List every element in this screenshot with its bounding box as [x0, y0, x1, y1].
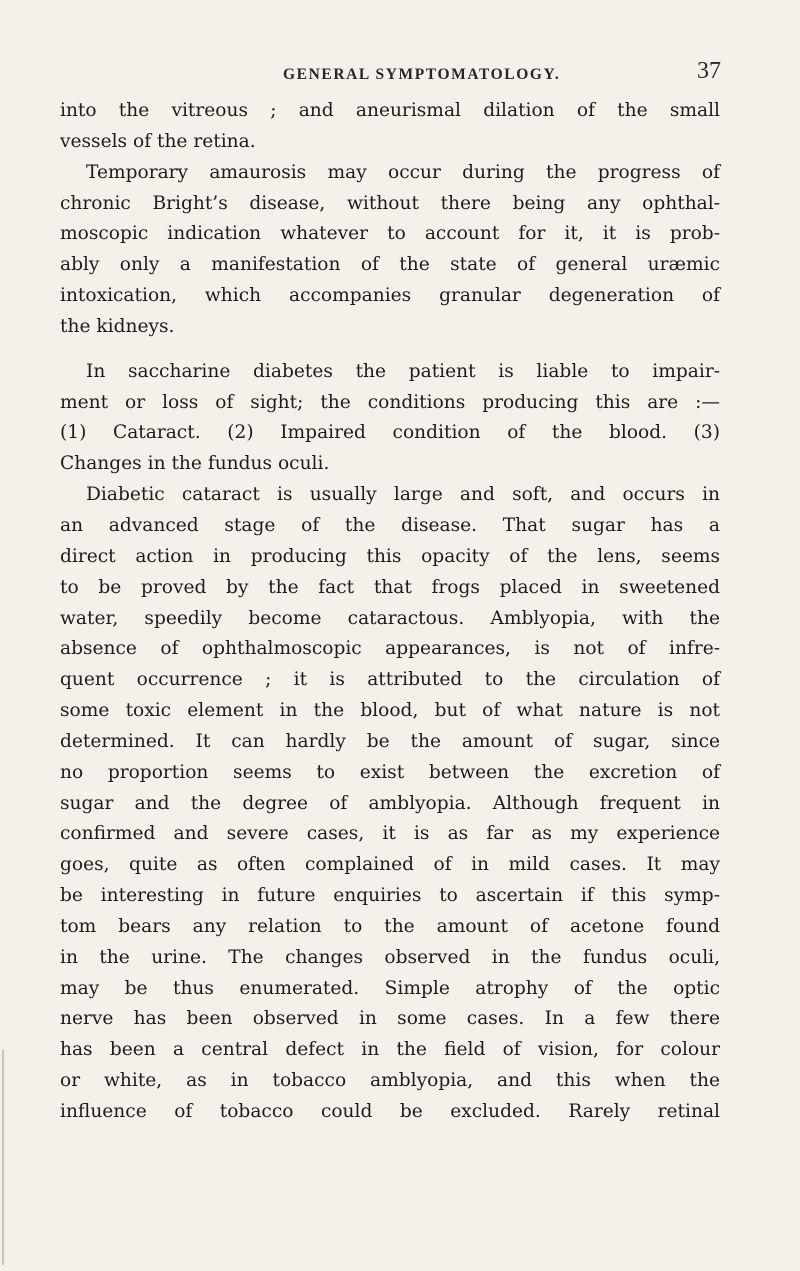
- text-line: be interesting in future enquiries to ascertain if this symp-: [60, 885, 720, 907]
- text-line: into the vitreous ; and aneurismal dilation of the small: [60, 100, 720, 121]
- text-line: in the urine. The changes observed in the fundus oculi,: [60, 946, 720, 968]
- text-line: some toxic element in the blood, but of what nature is not: [60, 700, 720, 722]
- text-line: intoxication, which accompanies granular degeneration of: [60, 285, 720, 307]
- text-line: goes, quite as often complained of in mild cases. It may: [60, 854, 720, 876]
- text-line: the kidneys.: [60, 315, 175, 337]
- text-line: sugar and the degree of amblyopia. Although frequent in: [60, 792, 720, 814]
- text-line: to be proved by the fact that frogs placed in sweetened: [60, 576, 720, 598]
- page-number: 37: [697, 58, 721, 84]
- body-text: [60, 96, 720, 1128]
- paragraph: [60, 357, 720, 480]
- text-line: chronic Bright’s disease, without there being any ophthal-: [60, 192, 720, 214]
- text-line: moscopic indication whatever to account for it, it is prob-: [60, 223, 720, 245]
- running-head: GENERAL SYMPTOMATOLOGY.: [283, 66, 561, 83]
- paragraph: [60, 158, 720, 343]
- text-line: no proportion seems to exist between the excretion of: [60, 761, 720, 783]
- text-line: absence of ophthalmoscopic appearances, is not of infre-: [60, 638, 720, 660]
- page-header: [0, 58, 800, 88]
- scan-edge-mark: [2, 1050, 4, 1265]
- text-line: water, speedily become cataractous. Amblyopia, with the: [60, 607, 720, 629]
- text-line: influence of tobacco could be excluded. Rarely retinal: [60, 1101, 720, 1122]
- text-line: (1) Cataract. (2) Impaired condition of the blood. (3): [60, 422, 720, 444]
- text-line: tom bears any relation to the amount of acetone found: [60, 915, 720, 937]
- paragraph-gap: [60, 343, 720, 357]
- text-line: Temporary amaurosis may occur during the progress of: [86, 161, 720, 183]
- text-line: determined. It can hardly be the amount of sugar, since: [60, 730, 720, 752]
- text-line: may be thus enumerated. Simple atrophy of the optic: [60, 977, 720, 999]
- text-line: Diabetic cataract is usually large and soft, and occurs in: [86, 484, 720, 506]
- text-line: quent occurrence ; it is attributed to the circulation of: [60, 669, 720, 691]
- text-line: has been a central defect in the field of vision, for colour: [60, 1039, 720, 1061]
- paragraph: [60, 96, 720, 158]
- text-line: In saccharine diabetes the patient is liable to impair-: [86, 360, 720, 382]
- text-line: nerve has been observed in some cases. In a few there: [60, 1008, 720, 1030]
- text-line: vessels of the retina.: [60, 130, 256, 152]
- text-line: confirmed and severe cases, it is as far as my experience: [60, 823, 720, 845]
- text-line: ment or loss of sight; the conditions producing this are :—: [60, 391, 720, 413]
- paragraph: [60, 480, 720, 1128]
- text-line: an advanced stage of the disease. That sugar has a: [60, 514, 720, 536]
- text-line: Changes in the fundus oculi.: [60, 453, 330, 475]
- text-line: or white, as in tobacco amblyopia, and this when the: [60, 1070, 720, 1092]
- text-line: ably only a manifestation of the state of general uræmic: [60, 254, 720, 276]
- text-line: direct action in producing this opacity of the lens, seems: [60, 545, 720, 567]
